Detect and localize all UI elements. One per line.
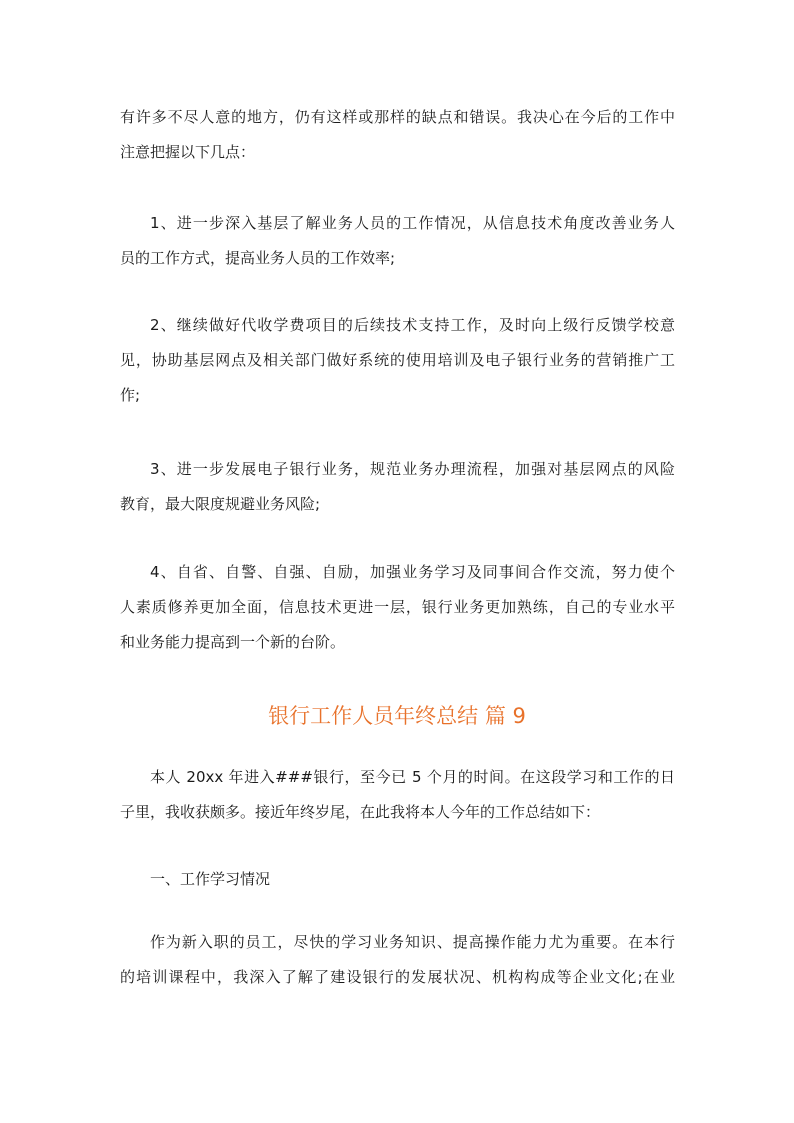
text-line: 2、继续做好代收学费项目的后续技术支持工作，及时向上级行反馈学校意 [150, 316, 675, 334]
paragraph-intro [120, 760, 675, 830]
text-line: 3、进一步发展电子银行业务，规范业务办理流程，加强对基层网点的风险 [150, 460, 675, 478]
text-line: 注意把握以下几点： [120, 143, 256, 161]
text-line: 有许多不尽人意的地方，仍有这样或那样的缺点和错误。我决心在今后的工作中 [120, 108, 675, 126]
section-heading: 银行工作人员年终总结 篇 9 [268, 704, 526, 728]
text-line: 一、工作学习情况 [150, 870, 271, 888]
paragraph-study [120, 925, 675, 995]
text-line: 和业务能力提高到一个新的台阶。 [120, 633, 346, 651]
text-line: 本人 20xx 年进入###银行，至今已 5 个月的时间。在这段学习和工作的日 [150, 768, 675, 786]
paragraph-point-4 [120, 555, 675, 660]
text-line: 见，协助基层网点及相关部门做好系统的使用培训及电子银行业务的营销推广工 [120, 351, 675, 369]
text-line: 4、自省、自警、自强、自励，加强业务学习及同事间合作交流，努力使个 [150, 563, 675, 581]
paragraph-point-3 [120, 452, 675, 522]
text-line: 人素质修养更加全面，信息技术更进一层，银行业务更加熟练，自己的专业水平 [120, 598, 675, 616]
text-line: 教育，最大限度规避业务风险; [120, 495, 321, 513]
text-line: 子里，我收获颇多。接近年终岁尾，在此我将本人今年的工作总结如下： [120, 803, 601, 821]
paragraph-subheading [120, 862, 675, 897]
paragraph-continuation [120, 100, 675, 170]
text-line: 1、进一步深入基层了解业务人员的工作情况，从信息技术角度改善业务人 [150, 214, 675, 232]
text-line: 作; [120, 386, 141, 404]
paragraph-point-1 [120, 206, 675, 276]
paragraph-point-2 [120, 308, 675, 413]
text-line: 作为新入职的员工，尽快的学习业务知识、提高操作能力尤为重要。在本行 [150, 933, 675, 951]
text-line: 员的工作方式，提高业务人员的工作效率; [120, 249, 396, 267]
text-line: 的培训课程中，我深入了解了建设银行的发展状况、机构构成等企业文化;在业 [120, 968, 675, 986]
